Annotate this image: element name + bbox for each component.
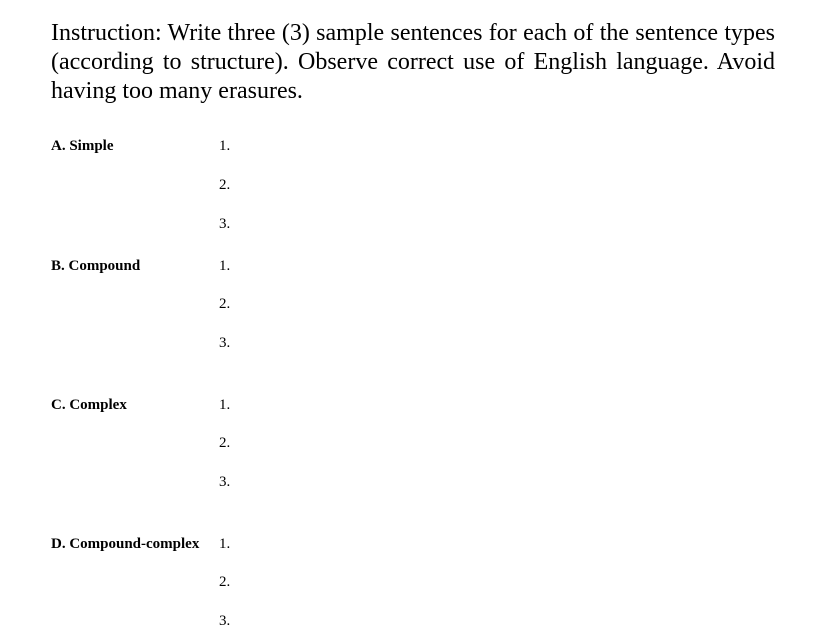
section-label-compound: B. Compound [51,258,141,274]
compound-complex-item-1: 1. [219,536,231,552]
complex-item-2: 2. [219,435,231,451]
instruction-text: Instruction: Write three (3) sample sentences for each of the sentence types (according to structure). Observe correct use of English language. Avoid having too many erasures. [51,20,775,104]
section-label-complex: C. Complex [51,397,127,413]
complex-item-1: 1. [219,397,231,413]
compound-complex-item-3: 3. [219,613,231,629]
simple-item-2: 2. [219,177,231,193]
compound-item-3: 3. [219,335,231,351]
complex-item-3: 3. [219,474,231,490]
compound-item-2: 2. [219,296,231,312]
simple-item-1: 1. [219,138,231,154]
simple-item-3: 3. [219,216,231,232]
section-label-simple: A. Simple [51,138,114,154]
section-label-compound-complex: D. Compound-complex [51,536,200,552]
compound-complex-item-2: 2. [219,574,231,590]
compound-item-1: 1. [219,258,231,274]
